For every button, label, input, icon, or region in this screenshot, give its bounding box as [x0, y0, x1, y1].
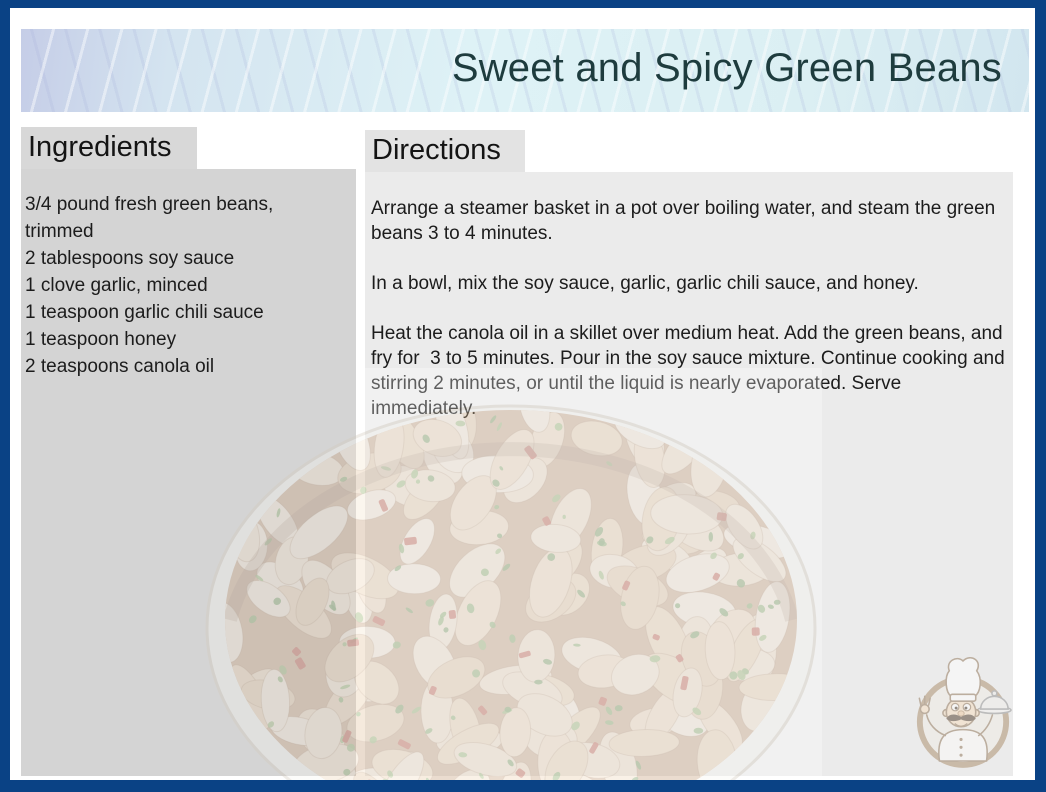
direction-step: In a bowl, mix the soy sauce, garlic, garlic chili sauce, and honey. [371, 273, 919, 294]
ingredient-item: 2 tablespoons soy sauce [25, 248, 235, 269]
ingredients-heading-box [21, 127, 197, 169]
ingredient-item: 2 teaspoons canola oil [25, 356, 215, 377]
direction-step: Arrange a steamer basket in a pot over boiling water, and steam the green beans 3 to 4 minutes. [371, 198, 1001, 244]
directions-heading: Directions [372, 134, 501, 166]
ingredients-list [21, 169, 356, 776]
header-banner [21, 29, 1029, 112]
direction-step: Heat the canola oil in a skillet over medium heat. Add the green beans, and fry for 3 to 5 minutes. Pour in the soy sauce mixture. Continue cooking and stirring 2 minutes, or until the liquid is nearly evaporated. Serve immediately. [371, 323, 1010, 419]
ingredient-item: 1 teaspoon garlic chili sauce [25, 302, 264, 323]
directions-heading-box [365, 130, 525, 172]
ingredient-item: 1 teaspoon honey [25, 329, 177, 350]
ingredient-item: 3/4 pound fresh green beans, trimmed [25, 194, 274, 242]
page-title: Sweet and Spicy Green Beans [451, 46, 1002, 90]
directions-list [365, 172, 1013, 776]
ingredient-item: 1 clove garlic, minced [25, 275, 208, 296]
ingredients-heading: Ingredients [28, 131, 172, 163]
